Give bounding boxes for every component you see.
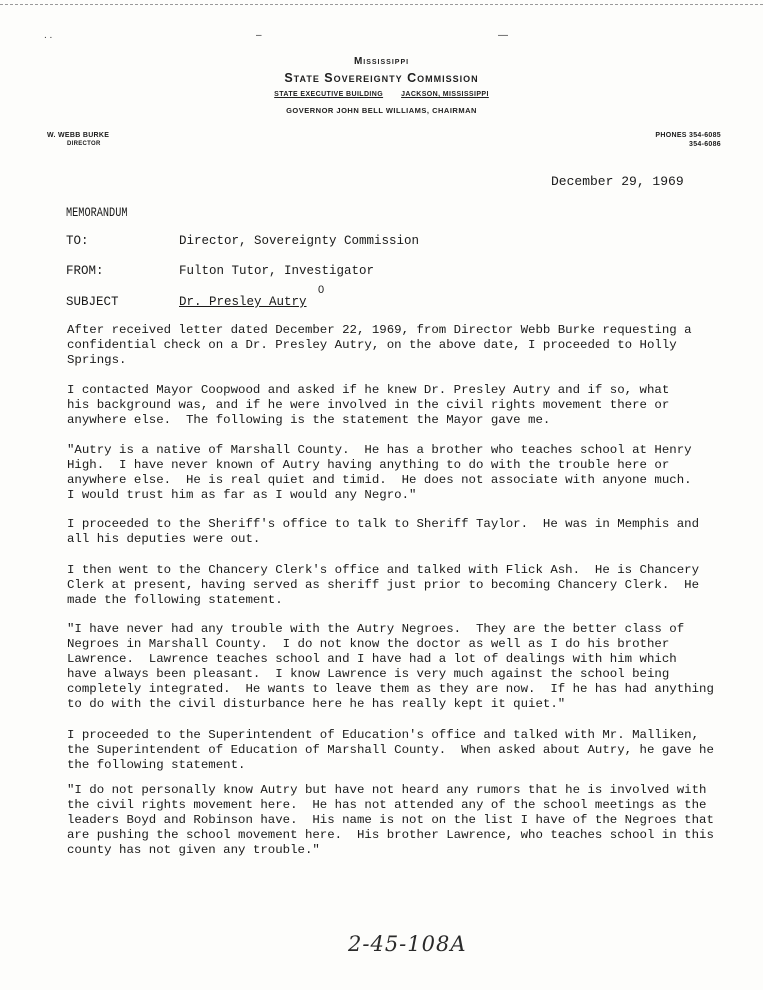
body-paragraph: I contacted Mayor Coopwood and asked if he knew Dr. Presley Autry and if so, what his background was, and if he were involved in the civil rights movement there or anywhere else. The following is the statement the Mayor gave me. [67, 383, 670, 427]
to-label: TO: [66, 234, 89, 248]
director-name: W. WEBB BURKE [47, 132, 110, 139]
to-value: Director, Sovereignty Commission [179, 234, 420, 248]
memo-heading: MEMORANDUM [66, 206, 128, 220]
from-label: FROM: [66, 264, 104, 278]
page-top-edge [0, 4, 763, 5]
subject-label: SUBJECT [66, 295, 119, 309]
phone-line-2: 354-6086 [689, 141, 721, 148]
body-paragraph: I proceeded to the Sheriff's office to talk to Sheriff Taylor. He was in Memphis and all his deputies were out. [67, 517, 700, 546]
body-paragraph: I proceeded to the Superintendent of Education's office and talked with Mr. Malliken, the Superintendent of Education of Marshall County. When asked about Autry, he gave he the following statement. [67, 728, 714, 772]
director-block [47, 132, 109, 147]
body-paragraph: "Autry is a native of Marshall County. He has a brother who teaches school at Henry High. I have never known of Autry having anything to do with the trouble here or anywhere else. He is real quiet and timid. He does not associate with anyone much. I would trust him as far as I would any Negro." [67, 443, 692, 502]
letterhead-address [0, 91, 763, 98]
scan-mark: — [498, 30, 508, 41]
memo-date: December 29, 1969 [551, 174, 684, 189]
letterhead [0, 56, 763, 115]
director-title: DIRECTOR [67, 141, 101, 147]
handwritten-file-number: 2-45-108A [348, 932, 467, 956]
body-paragraph: "I do not personally know Autry but have not heard any rumors that he is involved with the civil rights movement here. He has not attended any of the school meetings as the leaders Boyd and Robinson have. His name is not on the list I have of the Negroes that are pushing the school movement here. His brother Lawrence, who teaches school in this county has not given any trouble." [67, 783, 714, 857]
letterhead-state: Mississippi [353, 56, 410, 67]
letterhead-building: STATE EXECUTIVE BUILDING [274, 91, 384, 98]
body-paragraph: I then went to the Chancery Clerk's office and talked with Flick Ash. He is Chancery Clerk at present, having served as sheriff just prior to becoming Chancery Clerk. He made the following statement. [67, 563, 700, 607]
letterhead-commission: State Sovereignty Commission [284, 71, 479, 85]
subject-value: Dr. Presley Autry [179, 295, 307, 309]
letterhead-governor: GOVERNOR JOHN BELL WILLIAMS, CHAIRMAN [286, 106, 477, 115]
body-paragraph: After received letter dated December 22, 1969, from Director Webb Burke requesting a confidential check on a Dr. Presley Autry, on the above date, I proceeded to Holly Springs. [67, 323, 692, 367]
from-value: Fulton Tutor, Investigator [179, 264, 375, 278]
body-paragraph: "I have never had any trouble with the Autry Negroes. They are the better class of Negroes in Marshall County. I do not know the doctor as well as I do his brother Lawrence. Lawrence teaches school and I have had a lot of dealings with him which have always been pleasant. I know Lawrence is very much against the school being completely integrated. He wants to leave them as they are now. If he has had anything to do with the civil disturbance here he has really kept it quiet." [67, 622, 714, 711]
phone-line-1: PHONES 354-6085 [655, 132, 721, 139]
scan-mark: – [256, 30, 262, 41]
phones-block [655, 132, 721, 148]
handwritten-mark: 0 [318, 284, 325, 296]
letterhead-city: JACKSON, MISSISSIPPI [401, 91, 489, 98]
scan-mark: . . [44, 30, 53, 41]
